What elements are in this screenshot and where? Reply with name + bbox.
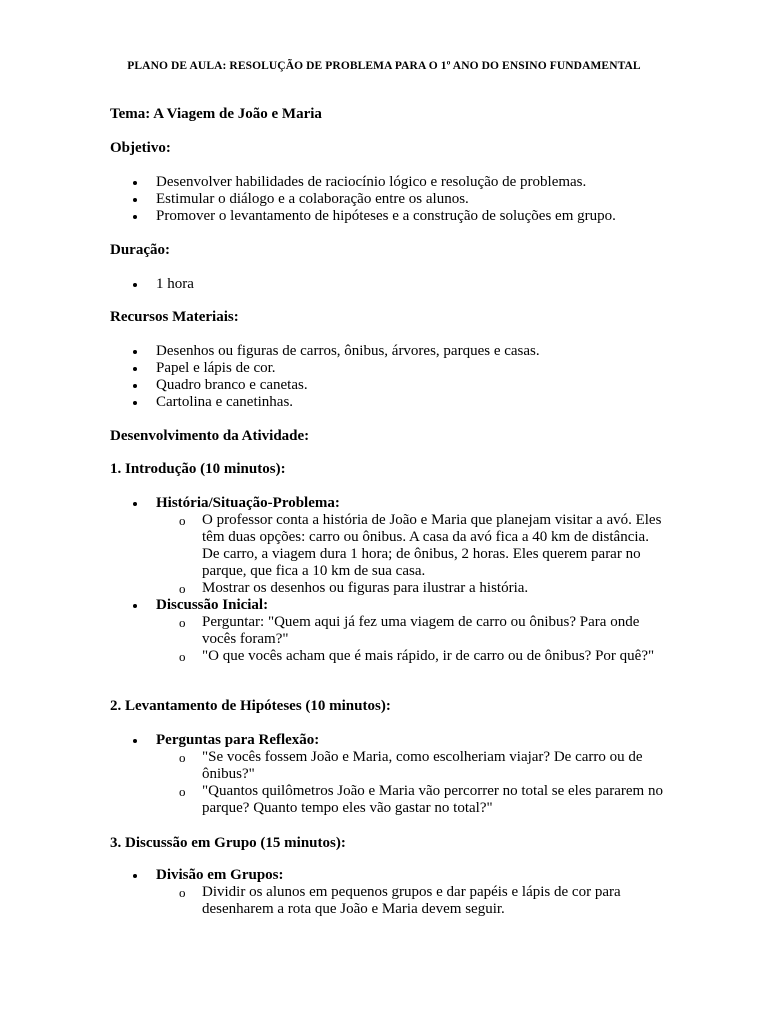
introducao-list bbox=[110, 495, 670, 665]
list-item: o Perguntar: "Quem aqui já fez uma viagem de carro ou ônibus? Para onde vocês foram?" bbox=[110, 614, 670, 648]
duracao-list bbox=[110, 276, 670, 293]
recursos-list bbox=[110, 343, 670, 411]
list-item: o "Se vocês fossem João e Maria, como escolheriam viajar? De carro ou de ônibus?" bbox=[110, 749, 670, 783]
list-item: Papel e lápis de cor. bbox=[110, 360, 670, 377]
list-item: o "O que vocês acham que é mais rápido, ir de carro ou de ônibus? Por quê?" bbox=[110, 648, 670, 665]
duracao-heading: Duração: bbox=[110, 242, 170, 258]
introducao-heading: 1. Introdução (10 minutos): bbox=[110, 461, 286, 477]
perguntas-label: Perguntas para Reflexão: bbox=[110, 732, 670, 749]
historia-label: História/Situação-Problema: bbox=[110, 495, 670, 512]
list-item: o Mostrar os desenhos ou figuras para ilustrar a história. bbox=[110, 580, 670, 597]
list-item: Quadro branco e canetas. bbox=[110, 377, 670, 394]
document-header: PLANO DE AULA: RESOLUÇÃO DE PROBLEMA PARA O 1º ANO DO ENSINO FUNDAMENTAL bbox=[127, 60, 641, 72]
divisao-label: Divisão em Grupos: bbox=[110, 867, 670, 884]
recursos-heading: Recursos Materiais: bbox=[110, 309, 239, 325]
list-item: Desenhos ou figuras de carros, ônibus, árvores, parques e casas. bbox=[110, 343, 670, 360]
list-item: Cartolina e canetinhas. bbox=[110, 394, 670, 411]
grupo-list bbox=[110, 867, 670, 918]
list-item: Desenvolver habilidades de raciocínio lógico e resolução de problemas. bbox=[110, 174, 670, 191]
list-item: o Dividir os alunos em pequenos grupos e dar papéis e lápis de cor para desenharem a rota que João e Maria devem seguir. bbox=[110, 884, 670, 918]
list-item: o "Quantos quilômetros João e Maria vão percorrer no total se eles pararem no parque? Quanto tempo eles vão gastar no total?" bbox=[110, 783, 670, 817]
grupo-heading: 3. Discussão em Grupo (15 minutos): bbox=[110, 835, 346, 851]
objetivo-list bbox=[110, 174, 670, 225]
desenvolvimento-heading: Desenvolvimento da Atividade: bbox=[110, 428, 310, 444]
objetivo-heading: Objetivo: bbox=[110, 140, 171, 156]
list-item: Promover o levantamento de hipóteses e a construção de soluções em grupo. bbox=[110, 208, 670, 225]
hipoteses-heading: 2. Levantamento de Hipóteses (10 minutos): bbox=[110, 698, 391, 714]
list-item: o O professor conta a história de João e Maria que planejam visitar a avó. Eles têm duas opções: carro ou ônibus. A casa da avó fica a 40 km de distância. De carro, a viagem dura 1 hora; de ônibus, 2 horas. Eles querem parar no parque, que fica a 10 km de sua casa. bbox=[110, 512, 670, 580]
discussao-label: Discussão Inicial: bbox=[110, 597, 670, 614]
tema-heading: Tema: A Viagem de João e Maria bbox=[110, 106, 322, 122]
list-item: Estimular o diálogo e a colaboração entre os alunos. bbox=[110, 191, 670, 208]
hipoteses-list bbox=[110, 732, 670, 817]
list-item: 1 hora bbox=[110, 276, 670, 293]
